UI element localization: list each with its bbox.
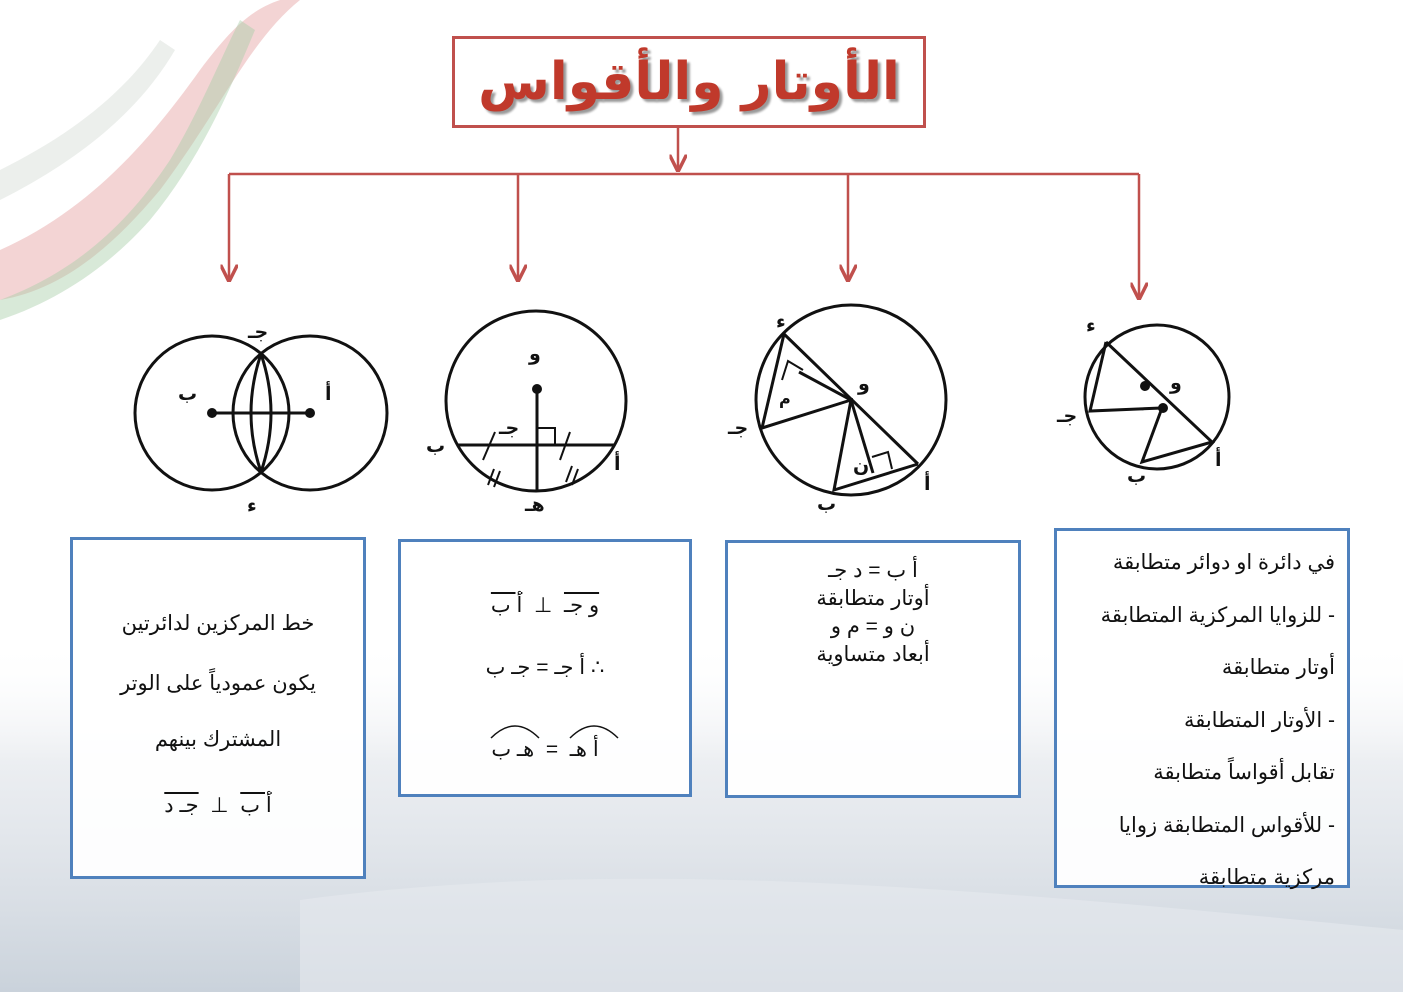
fig4-label-c: جـ [248, 321, 269, 343]
box1-line-4: - الأوتار المتطابقة [1183, 708, 1335, 732]
perpendicular-symbol: ⊥ [534, 594, 553, 617]
box2-line-3: ن و = م و [830, 615, 916, 638]
box1-line-1: في دائرة او دوائر متطابقة [1112, 551, 1335, 574]
figure-two-circles [135, 336, 387, 490]
box4-line-1: خط المركزين لدائرتين [121, 612, 315, 635]
equals-sign: = [545, 738, 559, 761]
segment-ab: أ ب [240, 794, 272, 817]
box4-line-3: المشترك بينهم [154, 728, 282, 751]
fig2-label-b: ب [817, 493, 837, 515]
fig2-label-o: و [858, 373, 870, 395]
connector-arrows [229, 128, 1139, 298]
segment-cd: جـ د [164, 794, 199, 817]
box-central-angles [1054, 528, 1350, 888]
box-line-of-centers [70, 537, 366, 879]
arc-ah: أ هـ [570, 736, 599, 764]
arc-symbol-icon [566, 720, 622, 740]
fig3-label-a: أ [614, 453, 621, 475]
fig1-label-c: جـ [1057, 405, 1078, 427]
fig1-label-b: ب [1127, 465, 1147, 487]
fig3-label-c: جـ [499, 417, 520, 439]
figure-central-angles [1085, 325, 1229, 469]
figure-perpendicular-bisector [446, 311, 626, 491]
fig2-label-a: أ [924, 473, 931, 495]
fig4-label-a: أ [325, 383, 332, 405]
equals-sign: = [536, 656, 549, 679]
box4-line-4 [73, 792, 363, 820]
box1-line-6: - للأقواس المتطابقة زوايا [1118, 813, 1335, 837]
box1-line-2: - للزوايا المركزية المتطابقة [1100, 603, 1335, 627]
fig2-label-d: ء [776, 311, 786, 333]
box3-line-1 [401, 592, 689, 620]
therefore-symbol: ∴ [590, 656, 605, 679]
box3-line-3 [401, 736, 689, 764]
box4-line-2: يكون عمودياً على الوتر [120, 672, 316, 695]
fig2-label-c: جـ [728, 417, 749, 439]
fig1-label-o: و [1170, 372, 1182, 394]
fig2-label-n: ن [853, 455, 870, 477]
box-equidistant-chords [725, 540, 1021, 798]
title-box [452, 36, 926, 128]
box1-line-5: تقابل أقواساً متطابقة [1153, 761, 1335, 784]
fig2-label-m: م [779, 389, 791, 408]
segment-ab: أ ب [490, 594, 523, 617]
fig3-label-b: ب [426, 435, 446, 457]
page-title: الأوتار والأقواس [478, 52, 900, 112]
fig3-label-h: هـ [525, 494, 545, 516]
perpendicular-symbol: ⊥ [210, 794, 229, 817]
arc-hb: هـ ب [491, 736, 534, 764]
box3-line-2 [401, 654, 689, 682]
fig4-label-d: ء [247, 495, 257, 517]
fig1-label-a: أ [1215, 449, 1222, 471]
segment-oc: و جـ [563, 594, 600, 617]
segment-ac: أ جـ [554, 656, 586, 679]
segment-cb: جـ ب [485, 656, 531, 679]
fig1-label-d: ء [1086, 315, 1096, 337]
box1-line-7: مركزية متطابقة [1198, 866, 1335, 889]
box1-line-3: أوتار متطابقة [1221, 656, 1335, 679]
arc-symbol-icon [487, 720, 543, 740]
box-perpendicular-bisector [398, 539, 692, 797]
box2-line-2: أوتار متطابقة [816, 587, 930, 610]
box2-line-1: أ ب = د جـ [828, 559, 918, 582]
fig4-label-b: ب [178, 383, 198, 405]
box2-line-4: أبعاد متساوية [816, 643, 930, 666]
fig3-label-o: و [529, 343, 541, 365]
